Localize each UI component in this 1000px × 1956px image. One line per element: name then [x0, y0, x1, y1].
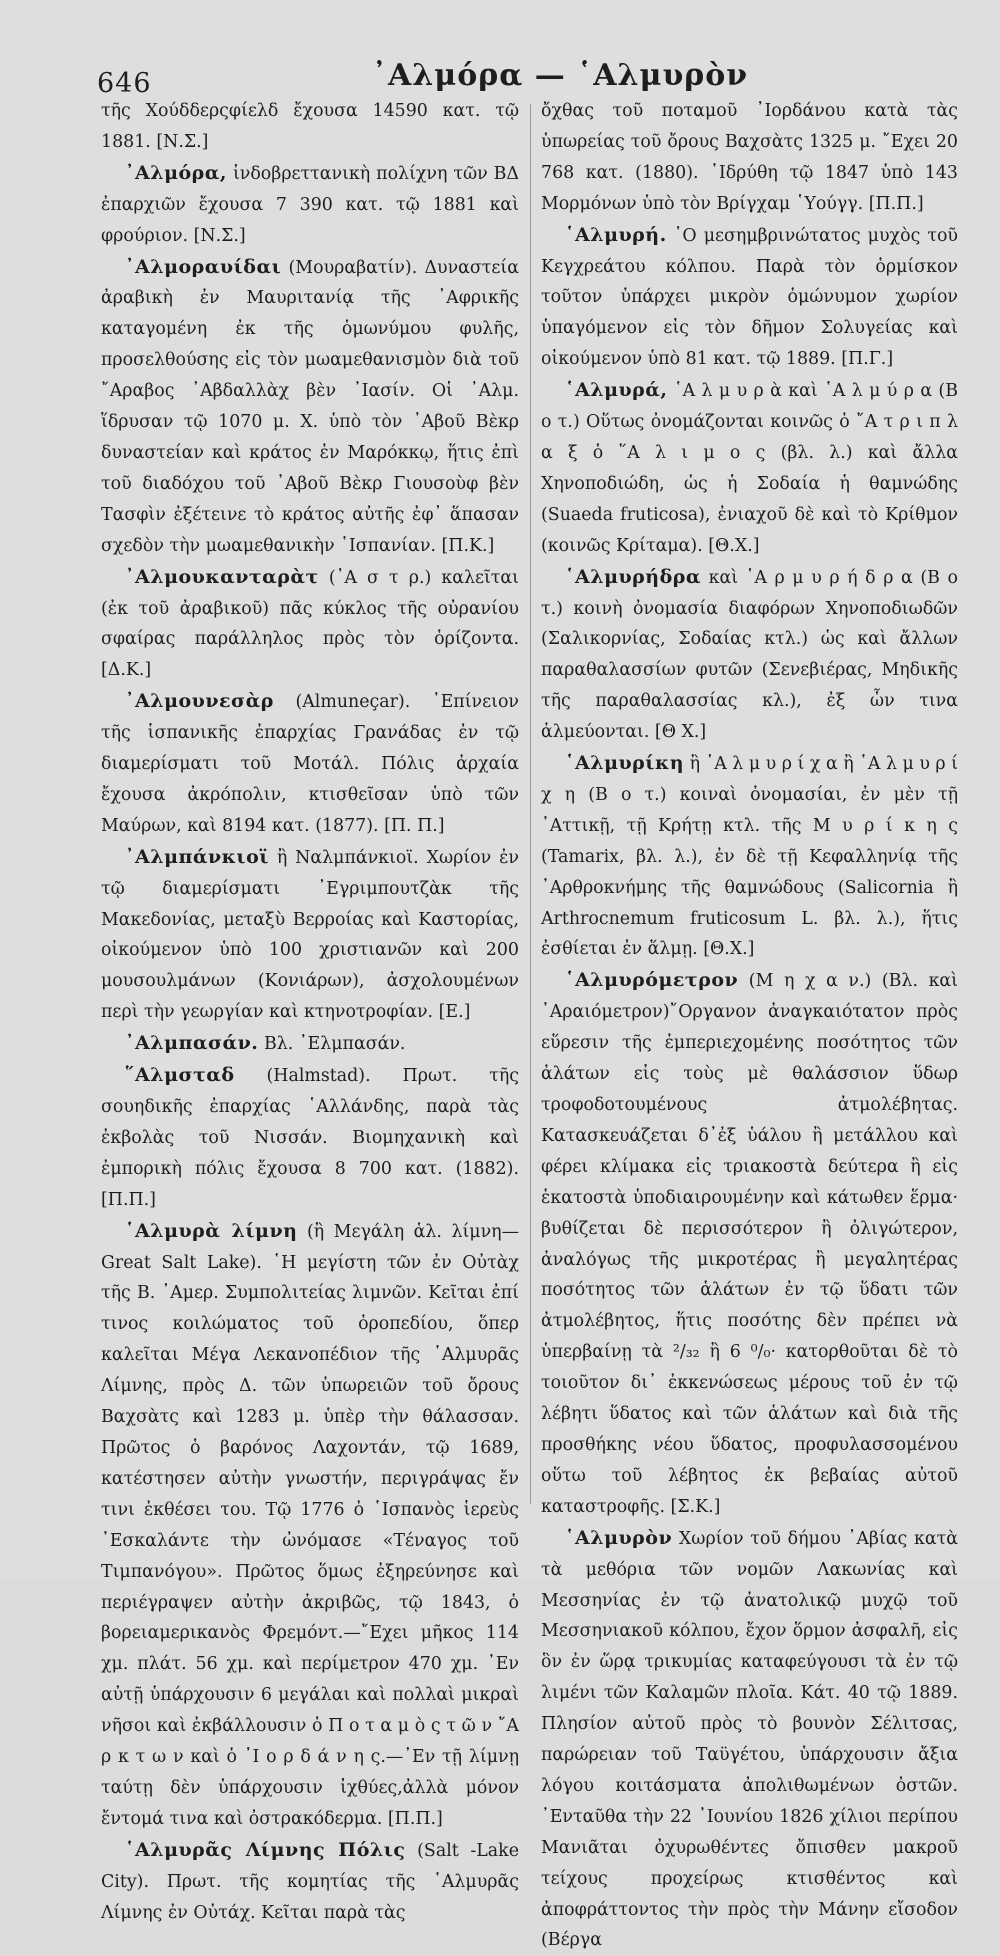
entry-text: (᾿Α σ τ ρ.) καλεῖται (ἐκ τοῦ ἀραβικοῦ) πᾶς κύκλος τῆς οὐρανίου σφαίρας παράλληλος πρὸς τὸν ὁρίζοντα. [Δ.Κ.] [101, 567, 519, 681]
dictionary-entry [541, 1523, 958, 1956]
entry-text: (ἢ Μεγάλη ἁλ. λίμνη—Great Salt Lake). ῾Η μεγίστη τῶν ἐν Οὐτὰχ τῆς Β. ᾿Αμερ. Συμπολιτείας λιμνῶν. Κεῖται ἐπί τινος κοιλώματος τοῦ ὀροπεδίου, ὅπερ καλεῖται Μέγα Λεκανοπέδιον τῆς ῾Αλμυρᾶς Λίμνης, πρὸς Δ. τῶν ὑπωρειῶν τοῦ ὄρους Βαχσὰτς καὶ 1283 μ. ὑπὲρ τὴν θάλασσαν. Πρῶτος ὁ βαρόνος Λαχοντάν, τῷ 1689, κατέστησεν αὐτὴν γνωστήν, περιγράψας ἔν τινι ἐκθέσει του. Τῷ 1776 ὁ ῾Ισπανὸς ἱερεὺς ᾿Εσκαλάντε τὴν ὠνόμασε «Τέναγος τοῦ Τιμπανόγου». Πρῶτος ὅμως ἐξηρεύνησε καὶ περιέγραψεν αὐτὴν ἀκριβῶς, τῷ 1843, ὁ βορειαμερικανὸς Φρεμόντ.—῎Εχει μῆκος 114 χμ. πλάτ. 56 χμ. καὶ περίμετρον 470 χμ. ᾿Εν αὐτῇ ὑπάρχουσιν 6 μεγάλαι καὶ πολλαὶ μικραὶ νῆσοι καὶ ἐκβάλλουσιν ὁ Π ο τ α μ ὸ ς τ ῶ ν ῎Α ρ κ τ ω ν καὶ ὁ ᾿Ι ο ρ δ ά ν η ς.—᾿Εν τῇ λίμνῃ ταύτῃ δὲν ὑπάρχουσιν ἰχθύες,ἀλλὰ μόνον ἔντομά τινα καὶ ὀστρακόδερμα. [Π.Π.] [101, 1221, 519, 1829]
entry-text: ὄχθας τοῦ ποταμοῦ ᾿Ιορδάνου κατὰ τὰς ὑπωρείας τοῦ ὄρους Βαχσὰτς 1325 μ. ῎Εχει 20 768 κατ. (1880). ῾Ιδρύθη τῷ 1847 ὑπὸ 143 Μορμόνων ὑπὸ τὸν Βρίγχαμ ῾Υούγγ. [Π.Π.] [541, 101, 958, 214]
page-number: 646 [97, 68, 152, 99]
entry-headword: ᾿Αλμόρα, [125, 161, 228, 184]
entry-headword: ῾Αλμυρὸν [565, 1526, 673, 1549]
dictionary-entry [101, 686, 519, 842]
entry-headword: ᾿Αλμουνεσὰρ [125, 690, 274, 713]
entry-text: ἰνδοβρεττανικὴ πολίχνη τῶν ΒΔ ἐπαρχιῶν ἔχουσα 7 390 κατ. τῷ 1881 καὶ φρούριον. [Ν.Σ.] [101, 163, 519, 246]
dictionary-entry [541, 965, 958, 1522]
right-column [541, 96, 958, 1956]
entry-headword: ῾Αλμυρή. [565, 223, 667, 246]
entry-headword: ῾Αλμυρὰ λίμνη [125, 1219, 298, 1242]
entry-text: ῾Α λ μ υ ρ ὰ καὶ ῾Α λ μ ύ ρ α (Β ο τ.) Οὕτως ὀνομάζονται κοινῶς ὁ ῎Α τ ρ ι π λ α ξ ὁ ῞Α λ ι μ ο ς (βλ. λ.) καὶ ἄλλα Χηνοποδιώδη, ὡς ἡ Σοδαία ἡ θαμνώδης (Suaeda fruticosa), ἐνιαχοῦ δὲ καὶ τὸ Κρίθμον (κοινῶς Κρίταμα). [Θ.Χ.] [541, 381, 958, 556]
entry-text: ῾Ο μεσημβρινώτατος μυχὸς τοῦ Κεγχρεάτου κόλπου. Παρὰ τὸν ὁρμίσκον τοῦτον ὑπάρχει μικρὸν ὁμώνυμον χωρίον ὑπαγόμενον εἰς τὸν δῆμον Σολυγείας καὶ οἰκούμενον ὑπὸ 81 κατ. τῷ 1889. [Π.Γ.] [541, 225, 958, 370]
entry-headword: ῞Αλμσταδ [125, 1064, 235, 1087]
dictionary-entry [541, 220, 958, 376]
entry-headword: ᾿Αλμουκανταρὰτ [125, 565, 319, 588]
entry-headword: ῾Αλμυρά, [565, 379, 668, 402]
entry-headword: ῾Αλμυρήδρα [565, 565, 702, 588]
entry-text: καὶ ῾Α ρ μ υ ρ ή δ ρ α (Β ο τ.) κοινὴ ὀνομασία διαφόρων Χηνοποδιωδῶν (Σαλικορνίας, Σοδαίας κτλ.) ὡς καὶ ἄλλων παραθαλασσίων φυτῶν (Σενεβιέρας, Μηδικῆς τῆς παραθαλασσίας κλ.), ἐξ ὧν τινα ἁλμεύονται. [Θ Χ.] [541, 567, 958, 743]
entry-headword: ῾Αλμυρίκη [565, 752, 685, 775]
dictionary-entry [541, 748, 958, 965]
dictionary-entry [101, 158, 519, 252]
dictionary-entry [101, 96, 519, 158]
entry-text: ἢ ῾Α λ μ υ ρ ί χ α ἢ ῾Α λ μ υ ρ ί χ η (Β ο τ.) κοιναὶ ὀνομασίαι, ἐν μὲν τῇ ᾿Αττικῇ, τῇ Κρήτῃ κτλ. τῆς Μ υ ρ ί κ η ς (Tamarix, βλ. λ.), ἐν δὲ τῇ Κεφαλληνίᾳ τῆς ᾿Αρθροκνήμης τῆς θαμνώδους (Salicornia ἢ Arthrocnemum fruticosum L. βλ. λ.), ἥτις ἐσθίεται ἐν ἅλμῃ. [Θ.Χ.] [541, 754, 959, 960]
entry-text: Χωρίον τοῦ δήμου ᾿Αβίας κατὰ τὰ μεθόρια τῶν νομῶν Λακωνίας καὶ Μεσσηνίας ἐν τῷ ἀνατολικῷ μυχῷ τοῦ Μεσσηνιακοῦ κόλπου, ἔχον ὅρμον ἀσφαλῆ, εἰς ὃν ἐν ὥρᾳ τρικυμίας καταφεύγουσι τὰ ἐν τῷ λιμένι τῶν Καλαμῶν πλοῖα. Κάτ. 40 τῷ 1889. Πλησίον αὐτοῦ πρὸς τὸ βουνὸν Σέλιτσας, παρώρειαν τοῦ Ταϋγέτου, ὑπάρχουσιν ἄξια λόγου κοιτάσματα ἀπολιθωμένων ὀστῶν. ᾿Ενταῦθα τὴν 22 ᾿Ιουνίου 1826 χίλιοι περίπου Μανιᾶται ὀχυρωθέντες ὄπισθεν μακροῦ τείχους προχείρως κτισθέντος καὶ ἀποφράττοντος τὴν πρὸς τὴν Μάνην εἴσοδον (Βέργα [541, 1528, 958, 1951]
entry-text: (Salt -Lake City). Πρωτ. τῆς κομητίας τῆς ῾Αλμυρᾶς Λίμνης ἐν Οὐτάχ. Κεῖται παρὰ τὰς [101, 1840, 519, 1923]
dictionary-entry [101, 1835, 519, 1929]
dictionary-entry [541, 375, 958, 561]
running-head: ᾿Αλμόρα — ῾Αλμυρὸν [372, 58, 749, 93]
dictionary-entry [101, 1060, 519, 1216]
entry-headword: ῾Αλμυρᾶς Λίμνης Πόλις [125, 1838, 406, 1861]
dictionary-entry [101, 1216, 519, 1835]
entry-text: (Halmstad). Πρωτ. τῆς σουηδικῆς ἐπαρχίας ῾Αλλάνδης, παρὰ τὰς ἐκβολὰς τοῦ Νισσάν. Βιομηχανικὴ καὶ ἐμπορικὴ πόλις ἔχουσα 8 700 κατ. (1882). [Π.Π.] [101, 1066, 519, 1210]
column-divider [530, 104, 531, 1504]
entry-text: (Μ η χ α ν.) (Βλ. καὶ ᾿Αραιόμετρον)῎Οργανον ἀναγκαιότατον πρὸς εὕρεσιν τῆς ἐμπεριεχομένης ποσότητος τῶν ἁλάτων εἰς τοὺς μὲ θαλάσσιον ὕδωρ τροφοδοτουμένους ἀτμολέβητας. Κατασκευάζεται δ᾿ἐξ ὑάλου ἢ μετάλλου καὶ φέρει κλίμακα εἰς τριακοστὰ δεύτερα ἢ εἰς ἑκατοστὰ ὑποδιαιρουμένην καὶ κάτωθεν ἕρμα· βυθίζεται δὲ περισσότερον ἢ ὀλιγώτερον, ἀναλόγως τῆς μικροτέρας ἢ μεγαλητέρας ποσότητος τῶν ἁλάτων ἐν τῷ ὕδατι τῶν ἀτμολέβητος, ἥτις ποσότης δὲν πρέπει νὰ ὑπερβαίνῃ τὰ ²/₃₂ ἢ 6 ⁰/₀· κατορθοῦται δὲ τὸ τοιοῦτον δι᾿ ἐκκενώσεως μέρους τοῦ ἐν τῷ λέβητι ὕδατος καὶ τῶν ἁλάτων καὶ διὰ τῆς προσθήκης νέου ὕδατος, προφυλασσομένου οὕτω τοῦ λέβητος ἐκ βεβαίας αὐτοῦ καταστροφῆς. [Σ.Κ.] [541, 971, 958, 1517]
entry-headword: ᾿Αλμοραυίδαι [125, 255, 282, 278]
entry-text: τῆς Χούδδερςφίελδ ἔχουσα 14590 κατ. τῷ 1881. [Ν.Σ.] [101, 101, 519, 152]
dictionary-entry [101, 252, 519, 562]
entry-headword: ᾿Αλμπασάν. [125, 1032, 259, 1055]
entry-headword: ῾Αλμυρόμετρον [565, 969, 739, 992]
entry-text: (Μουραβατίν). Δυναστεία ἀραβικὴ ἐν Μαυριτανίᾳ τῆς ᾿Αφρικῆς καταγομένη ἐκ τῆς ὁμωνύμου φυλῆς, προσελθούσης εἰς τὸν μωαμεθανισμὸν διὰ τοῦ ῎Αραβος ᾿Αβδαλλὰχ βὲν ᾿Ιασίν. Οἱ ᾿Αλμ. ἵδρυσαν τῷ 1070 μ. Χ. ὑπὸ τὸν ᾿Αβοῦ Βὲκρ δυναστείαν καὶ κράτος ἐν Μαρόκκῳ, ἥτις ἐπὶ τοῦ διαδόχου τοῦ ᾿Αβοῦ Βὲκρ Γιουσοὺφ βὲν Τασφὶν ἐξέτεινε τὸ κράτος αὐτῆς ἐφ᾿ ἅπασαν σχεδὸν τὴν μωαμεθανικὴν ῾Ισπανίαν. [Π.Κ.] [101, 257, 519, 556]
left-column [101, 96, 519, 1928]
dictionary-entry [101, 842, 519, 1028]
dictionary-entry [541, 562, 958, 748]
dictionary-entry [541, 96, 958, 220]
entry-text: Βλ. ᾿Ελμπασάν. [258, 1034, 406, 1055]
entry-text: ἢ Ναλμπάνκιοϊ. Χωρίον ἐν τῷ διαμερίσματι ᾿Εγριμπουτζὰκ τῆς Μακεδονίας, μεταξὺ Βερροίας καὶ Καστορίας, οἰκούμενον ὑπὸ 100 χριστιανῶν καὶ 200 μουσουλμάνων (Κονιάρων), ἀσχολουμένων περὶ τὴν γεωργίαν καὶ κτηνοτροφίαν. [Ε.] [101, 847, 519, 1023]
dictionary-entry [101, 1028, 519, 1060]
entry-text: (Almuneçar). ᾿Επίνειον τῆς ἱσπανικῆς ἐπαρχίας Γρανάδας ἐν τῷ διαμερίσματι τοῦ Μοτάλ. Πόλις ἀρχαία ἔχουσα ἀκρόπολιν, κτισθεῖσαν ὑπὸ τῶν Μαύρων, καὶ 8194 κατ. (1877). [Π. Π.] [101, 692, 519, 836]
dictionary-entry [101, 562, 519, 687]
entry-headword: ᾿Αλμπάνκιοϊ [125, 845, 269, 868]
